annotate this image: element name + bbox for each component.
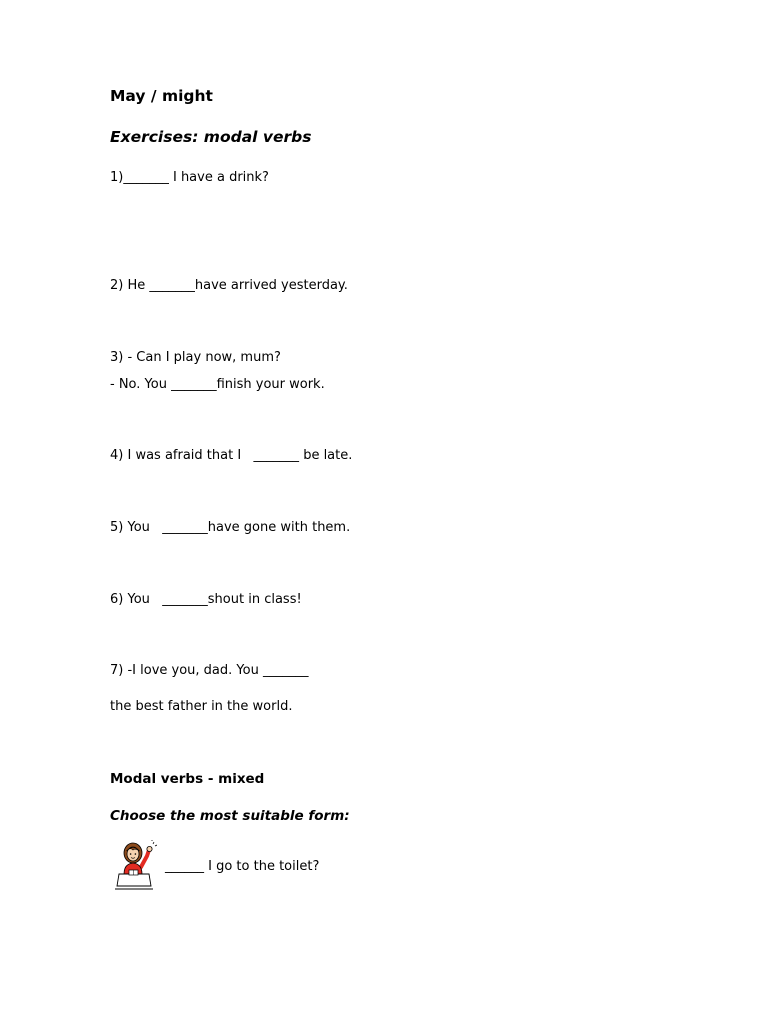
exercise-7-line1: 7) -I love you, dad. You _______ xyxy=(110,663,309,678)
section-2-item-1: ______ I go to the toilet? xyxy=(165,859,320,874)
student-raising-hand-icon xyxy=(113,840,157,892)
exercise-4: 4) I was afraid that I _______ be late. xyxy=(110,448,353,463)
exercise-2: 2) He _______have arrived yesterday. xyxy=(110,278,348,293)
exercise-3-question: 3) - Can I play now, mum? xyxy=(110,350,281,365)
exercises-heading: Exercises: modal verbs xyxy=(110,128,312,146)
exercise-7-line2: the best father in the world. xyxy=(110,699,293,714)
exercise-5: 5) You _______have gone with them. xyxy=(110,520,351,535)
page-title: May / might xyxy=(110,87,213,105)
section-2-instruction: Choose the most suitable form: xyxy=(110,808,350,824)
exercise-3-answer: - No. You _______finish your work. xyxy=(110,377,325,392)
section-2-heading: Modal verbs - mixed xyxy=(110,771,265,787)
exercise-6: 6) You _______shout in class! xyxy=(110,592,302,607)
exercise-1: 1)_______ I have a drink? xyxy=(110,170,269,185)
